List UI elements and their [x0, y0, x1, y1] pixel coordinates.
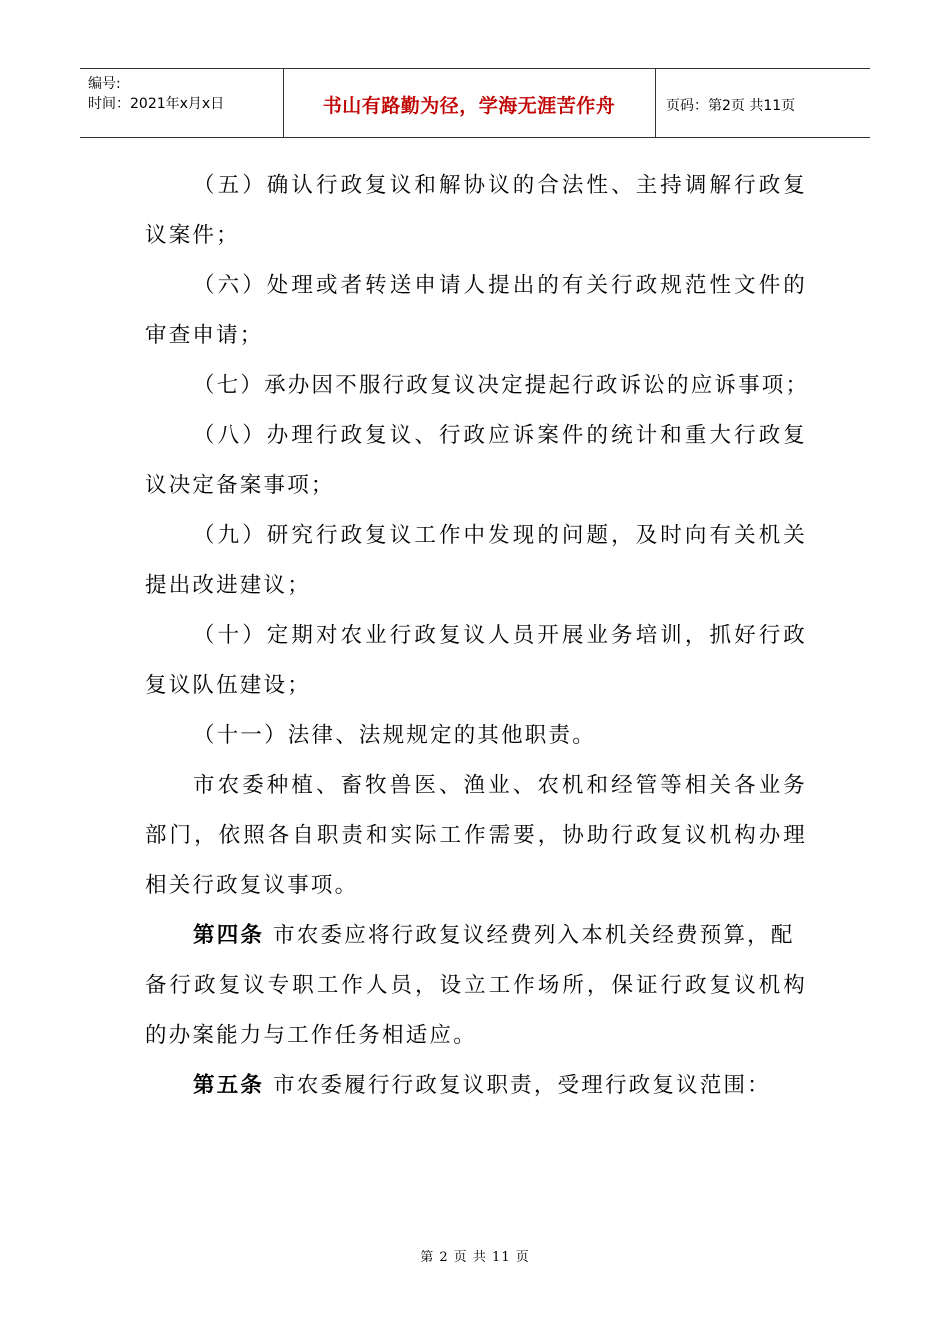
- page-code: 页码：第2页 共11页: [666, 98, 796, 114]
- article-5-text: 市农委履行行政复议职责，受理行政复议范围：: [264, 1073, 771, 1098]
- text-line: （八）办理行政复议、行政应诉案件的统计和重大行政复: [193, 423, 807, 448]
- text-line: 的办案能力与工作任务相适应。: [145, 1023, 477, 1048]
- article-4-text: 市农委应将行政复议经费列入本机关经费预算，配: [264, 923, 795, 948]
- text-line: （九）研究行政复议工作中发现的问题，及时向有关机关: [193, 523, 807, 548]
- text-line: 审查申请；: [145, 323, 264, 348]
- article-4-line: [193, 921, 795, 951]
- motto: 书山有路勤为径，学海无涯苦作舟: [322, 95, 616, 117]
- text-line: （十）定期对农业行政复议人员开展业务培训，抓好行政: [193, 623, 807, 648]
- article-5-line: [193, 1071, 771, 1101]
- page-header: [80, 68, 870, 138]
- text-line: 提出改进建议；: [145, 573, 311, 598]
- text-line: 部门，依照各自职责和实际工作需要，协助行政复议机构办理: [145, 823, 807, 848]
- text-line: 市农委种植、畜牧兽医、渔业、农机和经管等相关各业务: [193, 773, 807, 798]
- text-line: （五）确认行政复议和解协议的合法性、主持调解行政复: [193, 173, 807, 198]
- text-line: （六）处理或者转送申请人提出的有关行政规范性文件的: [193, 273, 807, 298]
- page-footer: 第 2 页 共 11 页: [420, 1250, 530, 1265]
- article-5-title: 第五条: [193, 1073, 265, 1098]
- text-line: 复议队伍建设；: [145, 673, 311, 698]
- header-left-cell: [80, 69, 284, 137]
- text-line: 议案件；: [145, 223, 240, 248]
- article-4-title: 第四条: [193, 923, 265, 948]
- text-line: （七）承办因不服行政复议决定提起行政诉讼的应诉事项；: [193, 373, 810, 398]
- time-label: 时间：2021年x月x日: [88, 96, 225, 112]
- number-label: 编号:: [88, 76, 121, 92]
- text-line: 议决定备案事项；: [145, 473, 335, 498]
- header-right-cell: [656, 69, 870, 137]
- header-middle-cell: [283, 69, 656, 137]
- text-line: 备行政复议专职工作人员，设立工作场所，保证行政复议机构: [145, 973, 807, 998]
- text-line: 相关行政复议事项。: [145, 873, 359, 898]
- text-line: （十一）法律、法规规定的其他职责。: [193, 723, 596, 748]
